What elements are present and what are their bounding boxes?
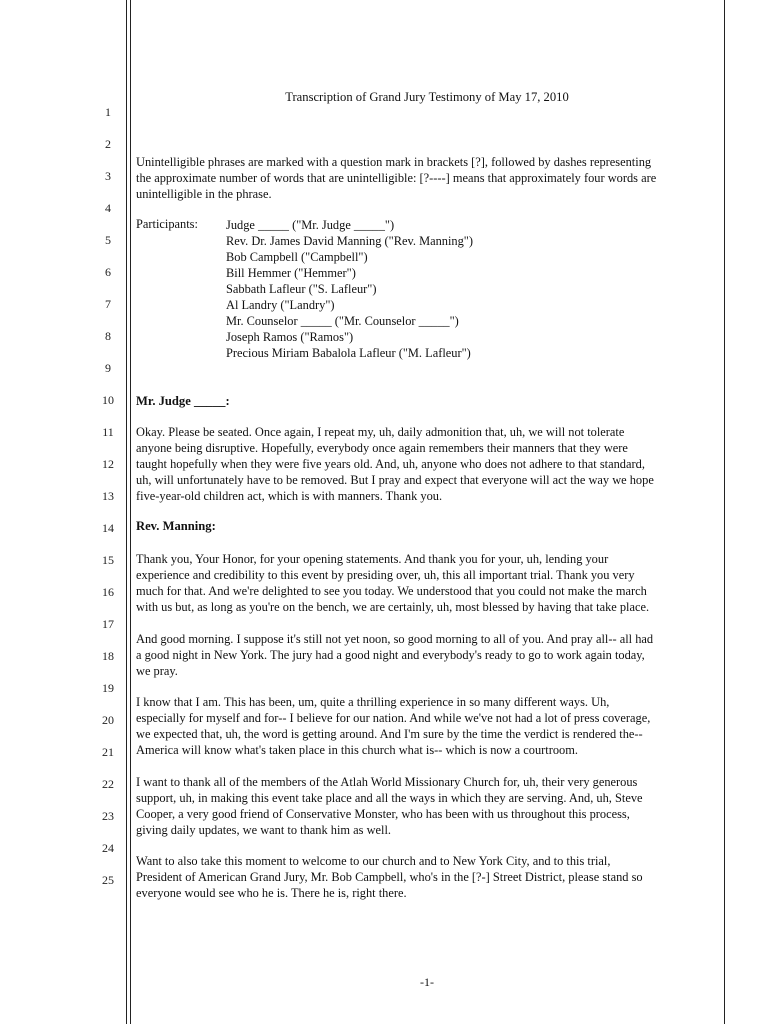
line-number: 21 xyxy=(102,745,114,759)
text-line: Okay. Please be seated. Once again, I repeat my, uh, daily admonition that, uh, we will not tolerate xyxy=(136,425,625,439)
text-line: especially for myself and for-- I believe for our nation. And while we've not had a lot of press coverage, xyxy=(136,711,651,725)
manning-paragraph-1 xyxy=(136,551,718,615)
line-number: 25 xyxy=(102,873,114,887)
line-number: 16 xyxy=(102,585,114,599)
text-line: anyone being disruptive. Hopefully, everybody once again remembers their manners that they were xyxy=(136,441,628,455)
participant-item: Judge _____ ("Mr. Judge _____") xyxy=(226,218,395,232)
margin-rule-right xyxy=(724,0,725,1024)
text-line: President of American Grand Jury, Mr. Bob Campbell, who's in the [?-] Street District, please stand so xyxy=(136,870,643,884)
margin-rule-left-outer xyxy=(126,0,127,1024)
document-title: Transcription of Grand Jury Testimony of May 17, 2010 xyxy=(285,90,569,104)
line-number: 13 xyxy=(102,489,114,503)
line-number: 6 xyxy=(105,265,111,279)
text-line: uh, will unfortunately have to be removed. But I pray and expect that everyone will act the way we hope xyxy=(136,473,654,487)
speaker-heading-judge: Mr. Judge _____: xyxy=(136,394,230,408)
line-number: 22 xyxy=(102,777,114,791)
participant-item: Rev. Dr. James David Manning ("Rev. Manning") xyxy=(226,234,473,248)
line-number: 4 xyxy=(105,201,111,215)
text-line: experience and credibility to this event by presiding over, uh, this all important trial. Thank you very xyxy=(136,568,635,582)
text-line: taught hopefully when they were five years old. And, uh, anyone who does not adhere to that standard, xyxy=(136,457,645,471)
text-line: with us but, as long as you're on the bench, we are certainly, uh, most blessed by having that take place. xyxy=(136,600,650,614)
page-number: -1- xyxy=(420,975,434,989)
speaker-heading-manning: Rev. Manning: xyxy=(136,519,216,533)
text-line: giving daily updates, we want to thank him as well. xyxy=(136,823,391,837)
judge-paragraph xyxy=(136,424,718,504)
line-number: 1 xyxy=(105,105,111,119)
line-number: 20 xyxy=(102,713,114,727)
participant-item: Bob Campbell ("Campbell") xyxy=(226,250,368,264)
text-line: unintelligible in the phrase. xyxy=(136,187,272,201)
line-number: 24 xyxy=(102,841,114,855)
participants-label: Participants: xyxy=(136,217,198,231)
text-line: we expected that, uh, the word is getting around. And I'm sure by the time the verdict is rendered the-- xyxy=(136,727,643,741)
text-line: And good morning. I suppose it's still not yet noon, so good morning to all of you. And pray all-- all had xyxy=(136,632,654,646)
line-number: 7 xyxy=(105,297,111,311)
line-number: 18 xyxy=(102,649,114,663)
line-number: 23 xyxy=(102,809,114,823)
participant-item: Mr. Counselor _____ ("Mr. Counselor _____") xyxy=(226,314,459,328)
text-line: I know that I am. This has been, um, quite a thrilling experience in so many different ways. Uh, xyxy=(136,695,610,709)
manning-paragraph-2 xyxy=(136,631,718,679)
text-line: Unintelligible phrases are marked with a question mark in brackets [?], followed by dashes representing xyxy=(136,155,652,169)
text-line: we pray. xyxy=(136,664,178,678)
line-number: 2 xyxy=(105,137,111,151)
manning-paragraph-4 xyxy=(136,774,718,838)
text-line: Want to also take this moment to welcome to our church and to New York City, and to this trial, xyxy=(136,854,611,868)
participant-item: Al Landry ("Landry") xyxy=(226,298,335,312)
manning-paragraph-3 xyxy=(136,694,718,758)
line-number: 10 xyxy=(102,393,114,407)
margin-rule-left-inner xyxy=(130,0,131,1024)
line-number: 19 xyxy=(102,681,114,695)
line-number: 12 xyxy=(102,457,114,471)
line-number: 15 xyxy=(102,553,114,567)
text-line: I want to thank all of the members of the Atlah World Missionary Church for, uh, their very generous xyxy=(136,775,638,789)
line-number: 11 xyxy=(102,425,114,439)
text-line: Thank you, Your Honor, for your opening statements. And thank you for your, uh, lending your xyxy=(136,552,609,566)
participant-item: Bill Hemmer ("Hemmer") xyxy=(226,266,356,280)
participants-list xyxy=(226,217,473,361)
text-line: support, uh, in making this event take place and all the ways in which they are serving. And, uh, Steve xyxy=(136,791,643,805)
text-line: America will know what's taken place in this church what is-- which is now a courtroom. xyxy=(136,743,578,757)
line-number: 3 xyxy=(105,169,111,183)
line-number: 14 xyxy=(102,521,114,535)
text-line: Cooper, a very good friend of Conservative Monster, who has been with us throughout this process, xyxy=(136,807,630,821)
text-line: everyone would see who he is. There he is, right there. xyxy=(136,886,407,900)
text-line: five-year-old children act, which is with manners. Thank you. xyxy=(136,489,443,503)
line-number: 17 xyxy=(102,617,114,631)
participant-item: Joseph Ramos ("Ramos") xyxy=(226,330,354,344)
line-number: 9 xyxy=(105,361,111,375)
line-number: 5 xyxy=(105,233,111,247)
intro-paragraph xyxy=(136,154,718,202)
text-line: much for that. And we're delighted to see you today. We understood that you could not make the march xyxy=(136,584,647,598)
participant-item: Precious Miriam Babalola Lafleur ("M. Lafleur") xyxy=(226,346,471,360)
text-line: the approximate number of words that are unintelligible: [?----] means that approximately four words are xyxy=(136,171,657,185)
participant-item: Sabbath Lafleur ("S. Lafleur") xyxy=(226,282,377,296)
manning-paragraph-5 xyxy=(136,853,718,901)
text-line: a good night in New York. The jury had a good night and everybody's ready to go to work again today, xyxy=(136,648,645,662)
line-number: 8 xyxy=(105,329,111,343)
